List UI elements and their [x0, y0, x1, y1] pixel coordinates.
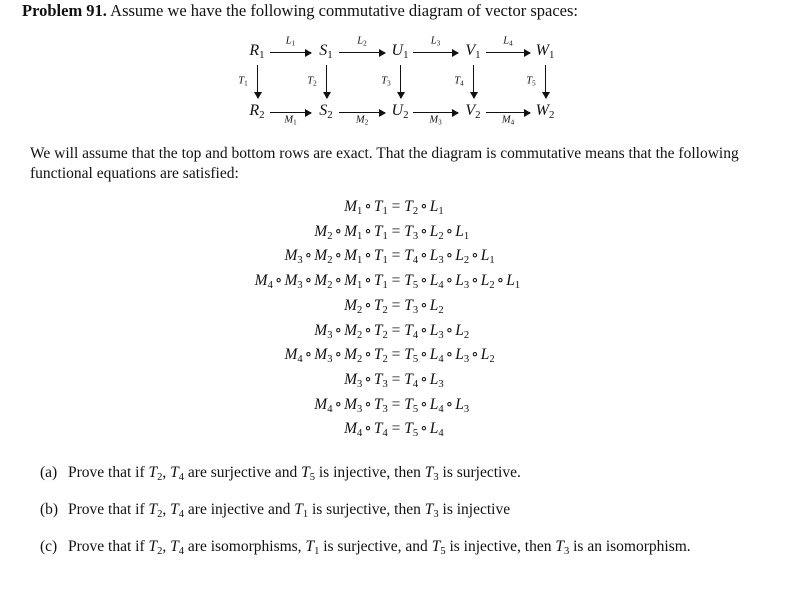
- equation-row: [314, 323, 469, 341]
- equation-lhs: $M_2$ ∘ $T_2$: [344, 296, 388, 316]
- bottom-node-w2: $W_2$: [535, 102, 555, 122]
- equation-lhs: $M_3$ ∘ $M_2$ ∘ $M_1$ ∘ $T_1$: [284, 247, 388, 267]
- problem-intro: Assume we have the following commutative diagram of vector spaces:: [110, 1, 578, 20]
- vertical-map-label-5: $T_5$: [526, 75, 536, 88]
- equation-rhs: $T_5$ ∘ $L_4$: [404, 420, 444, 440]
- bottom-node-r2: $R_2$: [249, 102, 265, 122]
- vertical-map-label-3: $T_3$: [381, 75, 391, 88]
- top-node-r1: $R_1$: [249, 42, 265, 62]
- top-node-u1: $U_1$: [391, 42, 409, 62]
- vertical-arrow-1: [257, 65, 258, 98]
- equals-sign: =: [387, 272, 405, 290]
- vertical-arrow-3: [400, 65, 401, 98]
- problem-label: Problem 91.: [22, 1, 107, 20]
- bottom-arrow-2: [339, 112, 385, 113]
- equation-rhs: $T_2$ ∘ $L_1$: [404, 198, 444, 217]
- commutative-diagram: [0, 0, 811, 150]
- vertical-map-label-4: $T_4$: [454, 75, 464, 88]
- top-arrow-2: [339, 52, 385, 53]
- assumption-paragraph: We will assume that the top and bottom rows are exact. That the diagram is commutative means that the following functional equations are satisfied:: [30, 145, 739, 182]
- top-node-v1: $V_1$: [465, 42, 481, 62]
- equation-lhs: $M_3$ ∘ $T_3$: [344, 370, 388, 390]
- bottom-node-u2: $U_2$: [391, 102, 409, 122]
- vertical-map-label-2: $T_2$: [307, 75, 317, 88]
- equation-row: [314, 224, 469, 242]
- bottom-arrow-3: [413, 112, 458, 113]
- equation-rhs: $T_5$ ∘ $L_4$ ∘ $L_3$ ∘ $L_2$: [404, 346, 495, 366]
- bottom-arrow-1: [270, 112, 311, 113]
- equals-sign: =: [387, 346, 405, 364]
- bottom-map-label-4: $M_4$: [501, 114, 515, 127]
- part-text: Prove that if $T_2$, $T_4$ are isomorphisms, $T_1$ is surjective, and $T_5$ is injective, then $T_3$ is an isomorphism.: [68, 538, 691, 557]
- bottom-map-label-2: $M_2$: [355, 114, 369, 127]
- equals-sign: =: [387, 222, 405, 240]
- equals-sign: =: [387, 420, 405, 438]
- bottom-map-label-1: $M_1$: [284, 114, 297, 127]
- bottom-node-v2: $V_2$: [465, 102, 481, 122]
- equation-row: [284, 347, 494, 365]
- equation-rhs: $T_4$ ∘ $L_3$ ∘ $L_2$ ∘ $L_1$: [404, 247, 495, 267]
- equals-sign: =: [387, 321, 405, 339]
- part-tag: (a): [40, 464, 58, 481]
- top-node-w1: $W_1$: [535, 42, 555, 62]
- equation-rhs: $T_5$ ∘ $L_4$ ∘ $L_3$ ∘ $L_2$ ∘ $L_1$: [404, 272, 521, 292]
- equation-row: [314, 397, 469, 415]
- equation-row: [344, 199, 444, 217]
- equation-row: [344, 372, 444, 390]
- top-map-label-3: $L_3$: [430, 35, 441, 48]
- part-tag: (b): [40, 501, 59, 518]
- vertical-arrow-2: [326, 65, 327, 98]
- equation-rhs: $T_4$ ∘ $L_3$ ∘ $L_2$: [404, 321, 470, 341]
- equation-lhs: $M_3$ ∘ $M_2$ ∘ $T_2$: [314, 321, 388, 341]
- equation-rhs: $T_3$ ∘ $L_2$ ∘ $L_1$: [404, 222, 470, 242]
- equals-sign: =: [387, 296, 405, 314]
- vertical-arrow-5: [545, 65, 546, 98]
- equation-row: [255, 273, 520, 291]
- equals-sign: =: [387, 370, 405, 388]
- top-arrow-1: [270, 52, 311, 53]
- equation-row: [344, 421, 444, 439]
- equals-sign: =: [387, 395, 405, 413]
- part-text: Prove that if $T_2$, $T_4$ are injective and $T_1$ is surjective, then $T_3$ is injective: [68, 501, 511, 520]
- equation-row: [284, 248, 494, 266]
- equation-lhs: $M_4$ ∘ $M_3$ ∘ $T_3$: [314, 395, 388, 415]
- vertical-map-label-1: $T_1$: [238, 75, 248, 88]
- equation-rhs: $T_4$ ∘ $L_3$: [404, 370, 444, 390]
- top-arrow-3: [413, 52, 458, 53]
- equation-row: [344, 298, 444, 316]
- part-tag: (c): [40, 538, 58, 555]
- equation-lhs: $M_4$ ∘ $M_3$ ∘ $M_2$ ∘ $M_1$ ∘ $T_1$: [254, 272, 388, 292]
- vertical-arrow-4: [473, 65, 474, 98]
- equation-rhs: $T_5$ ∘ $L_4$ ∘ $L_3$: [404, 395, 470, 415]
- bottom-arrow-4: [486, 112, 530, 113]
- top-arrow-4: [486, 52, 530, 53]
- equation-rhs: $T_3$ ∘ $L_2$: [404, 296, 444, 316]
- bottom-node-s2: $S_2$: [319, 102, 333, 122]
- top-map-label-1: $L_1$: [285, 35, 296, 48]
- equation-lhs: $M_4$ ∘ $T_4$: [344, 420, 388, 440]
- top-map-label-4: $L_4$: [503, 35, 513, 48]
- bottom-map-label-3: $M_3$: [429, 114, 442, 127]
- top-node-s1: $S_1$: [319, 42, 333, 62]
- part-text: Prove that if $T_2$, $T_4$ are surjective and $T_5$ is injective, then $T_3$ is surjective.: [68, 464, 521, 483]
- top-map-label-2: $L_2$: [357, 35, 367, 48]
- equation-lhs: $M_1$ ∘ $T_1$: [344, 198, 388, 217]
- equation-lhs: $M_4$ ∘ $M_3$ ∘ $M_2$ ∘ $T_2$: [284, 346, 388, 366]
- problem-part-b: [40, 501, 510, 520]
- problem-part-c: [40, 538, 691, 557]
- problem-part-a: [40, 464, 521, 483]
- equation-lhs: $M_2$ ∘ $M_1$ ∘ $T_1$: [314, 222, 388, 242]
- equals-sign: =: [387, 247, 405, 265]
- equals-sign: =: [387, 198, 405, 215]
